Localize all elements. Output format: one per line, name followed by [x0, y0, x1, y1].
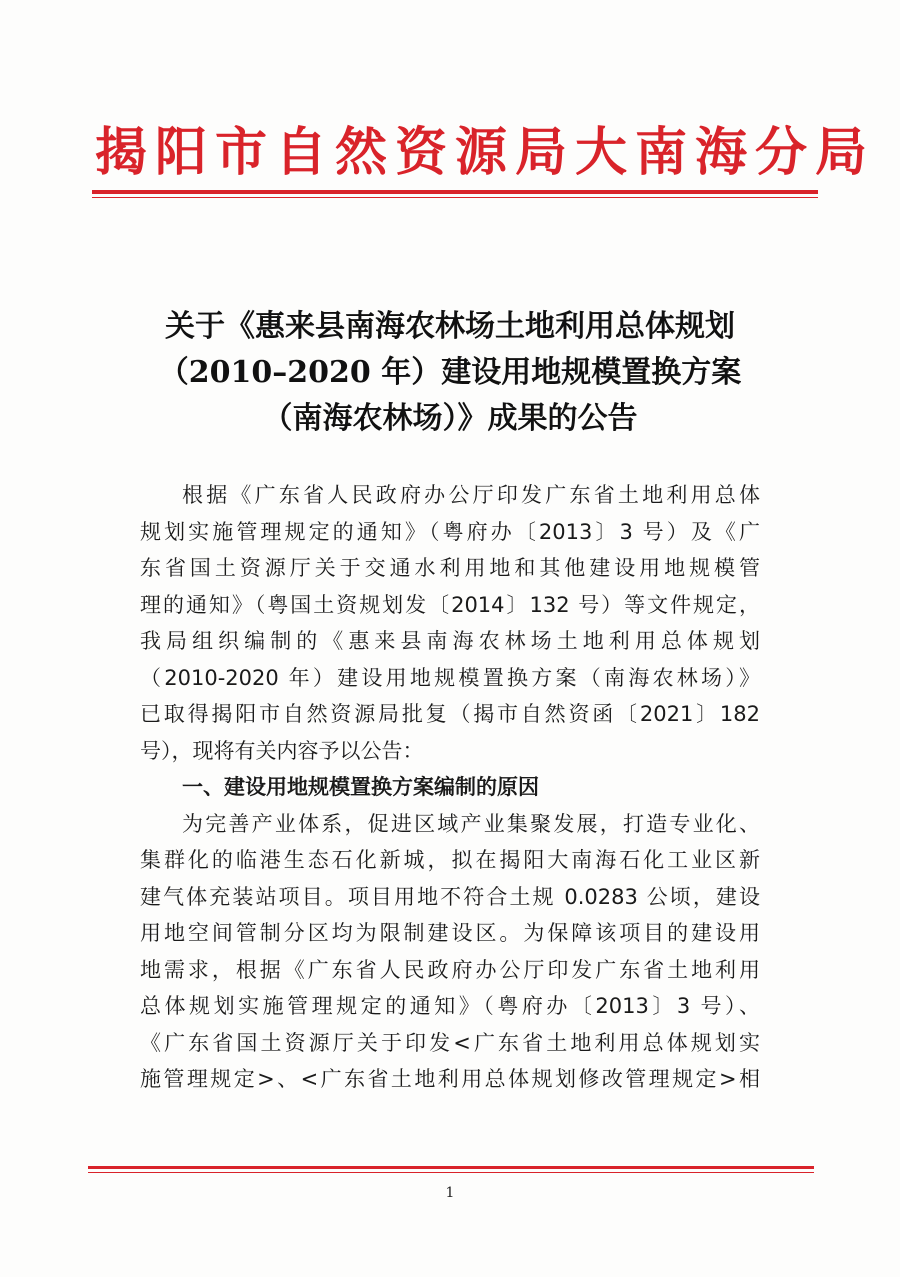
title-line-3: （南海农林场）》成果的公告 — [262, 401, 638, 436]
body-line-12: 建气体充装站项目。项目用地不符合土规 0.0283 公顷，建设 — [140, 884, 760, 909]
section-heading-1: 一、建设用地规模置换方案编制的原因 — [182, 775, 539, 799]
document-body — [140, 477, 760, 1098]
body-line-2: 规划实施管理规定的通知》（粤府办〔2013〕3 号）及《广 — [140, 519, 760, 544]
document-title — [110, 304, 790, 442]
body-line-4: 理的通知》（粤国土资规划发〔2014〕132 号）等文件规定， — [140, 592, 760, 617]
body-line-16: 《广东省国土资源厅关于印发<广东省土地利用总体规划实 — [140, 1030, 760, 1055]
footer-rule-thick — [88, 1166, 814, 1169]
page-number: 1 — [445, 1185, 455, 1201]
body-line-5: 我局组织编制的《惠来县南海农林场土地利用总体规划 — [140, 629, 760, 653]
body-line-1: 根据《广东省人民政府办公厅印发广东省土地利用总体 — [182, 483, 760, 507]
title-line-1: 关于《惠来县南海农林场土地利用总体规划 — [165, 309, 735, 344]
body-line-8: 号），现将有关内容予以公告： — [140, 738, 424, 763]
body-line-11: 集群化的临港生态石化新城，拟在揭阳大南海石化工业区新 — [140, 848, 760, 872]
body-line-15: 总体规划实施管理规定的通知》（粤府办〔2013〕3 号）、 — [140, 994, 760, 1018]
letterhead-rule-thin — [92, 197, 818, 198]
body-line-17: 施管理规定>、<广东省土地利用总体规划修改管理规定>相 — [140, 1067, 760, 1091]
title-line-2: （2010–2020 年）建设用地规模置换方案 — [158, 355, 742, 390]
body-line-6: （2010-2020 年）建设用地规模置换方案（南海农林场）》 — [140, 665, 760, 690]
footer-rule-thin — [88, 1172, 814, 1173]
body-line-3: 东省国土资源厅关于交通水利用地和其他建设用地规模管 — [140, 556, 760, 580]
body-line-10: 为完善产业体系，促进区域产业集聚发展，打造专业化、 — [182, 811, 760, 836]
body-line-14: 地需求，根据《广东省人民政府办公厅印发广东省土地利用 — [140, 957, 760, 982]
body-line-7: 已取得揭阳市自然资源局批复（揭市自然资函〔2021〕182 — [140, 702, 760, 726]
body-line-13: 用地空间管制分区均为限制建设区。为保障该项目的建设用 — [140, 921, 760, 945]
letterhead-title: 揭阳市自然资源局大南海分局 — [95, 122, 876, 183]
letterhead-rule-thick — [92, 190, 818, 194]
